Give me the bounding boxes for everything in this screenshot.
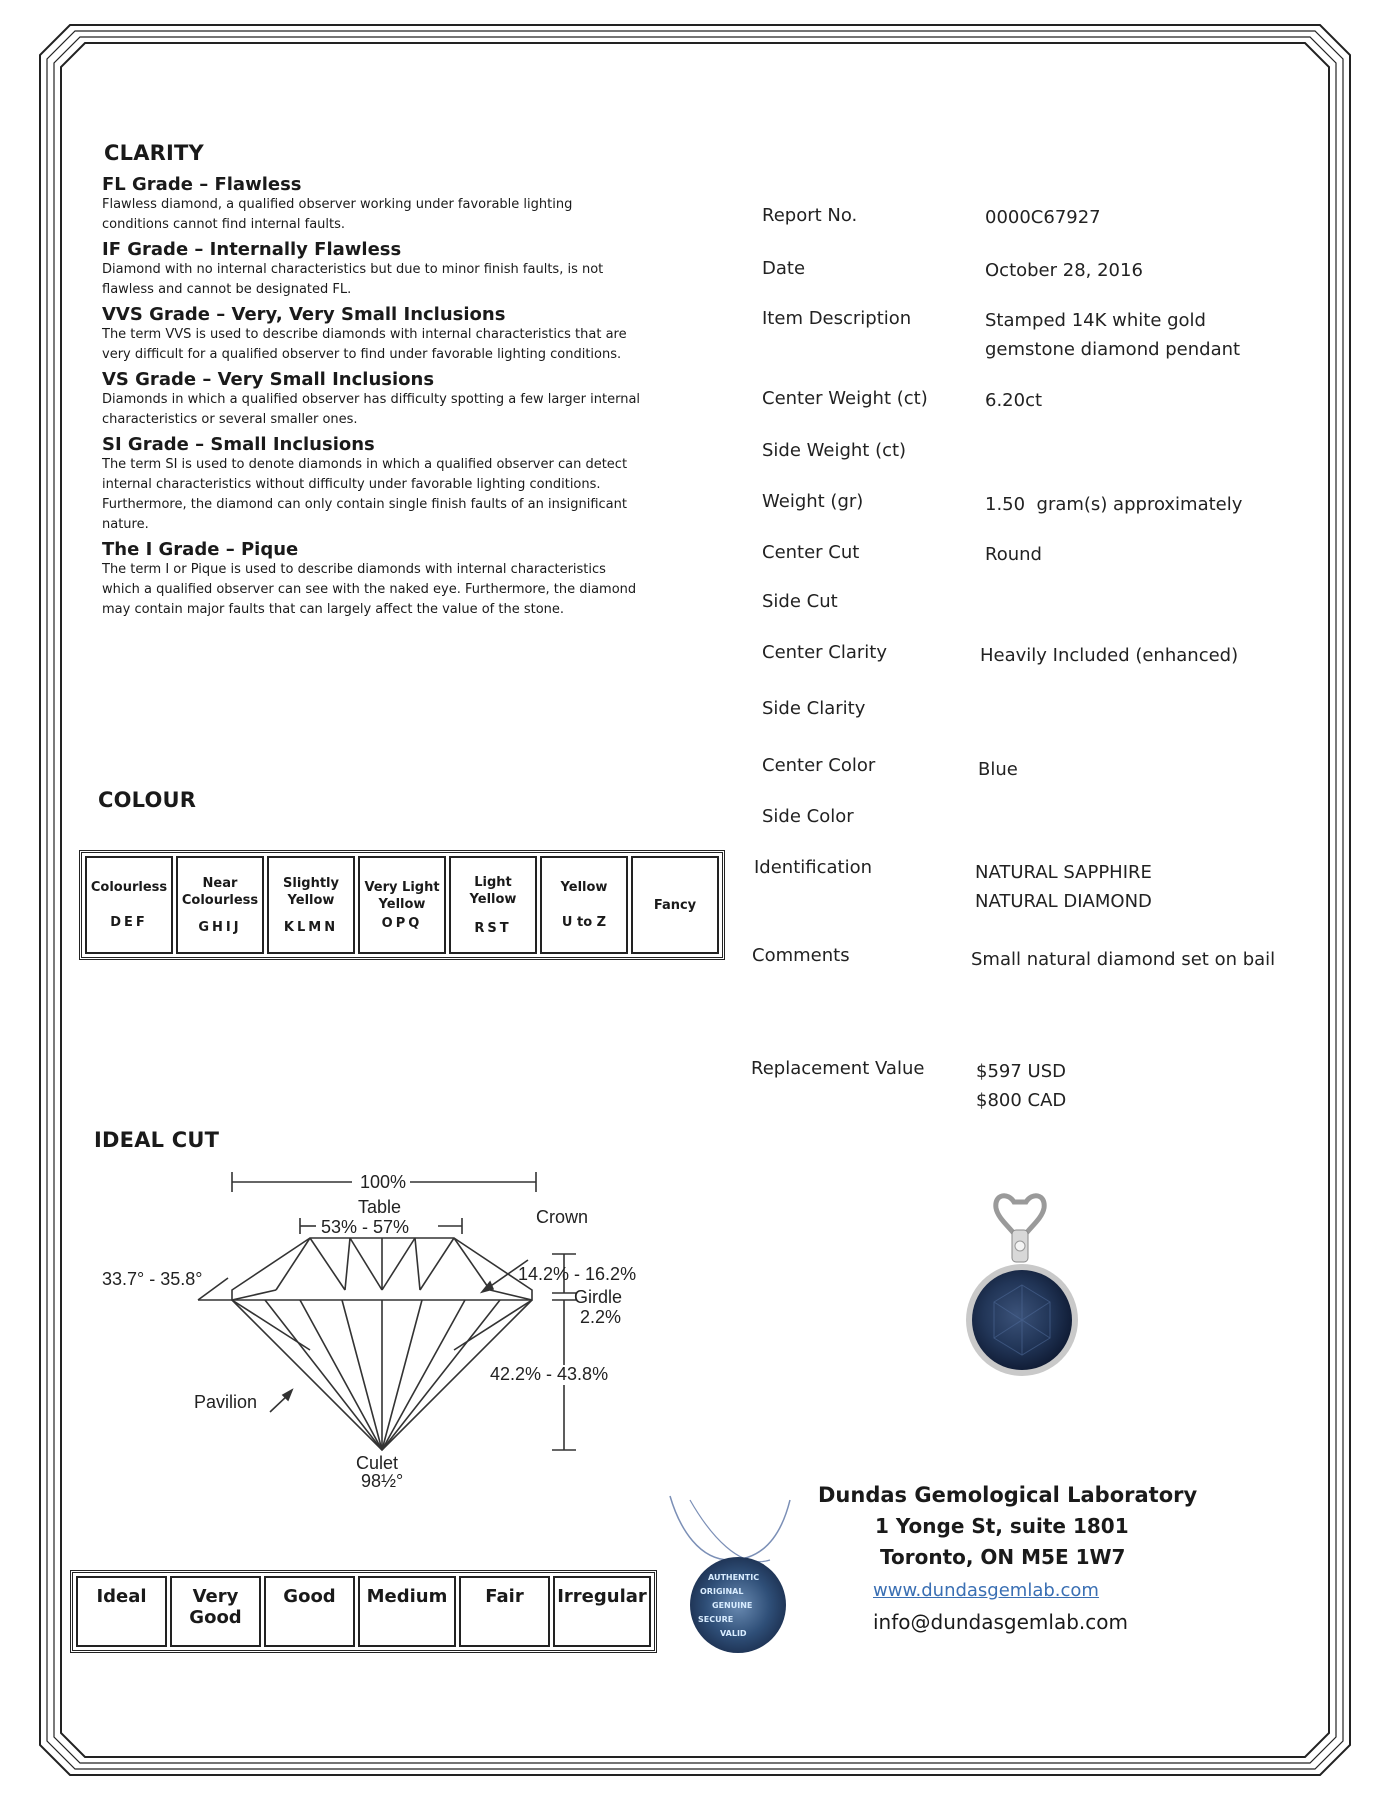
report-label: Center Cut [762, 542, 860, 563]
label-crown-angle: 33.7° - 35.8° [102, 1269, 203, 1289]
report-value [971, 945, 1275, 974]
label-pavilion-depth: 42.2% - 43.8% [490, 1364, 609, 1384]
colour-grades: GHIJ [198, 919, 242, 935]
grade-title: FL Grade – Flawless [102, 174, 302, 195]
colour-cell [176, 856, 264, 954]
colour-grades: DEF [110, 915, 148, 930]
report-label: Side Color [762, 806, 854, 827]
grade-title: IF Grade – Internally Flawless [102, 239, 402, 260]
seal-word: SECURE [698, 1615, 734, 1624]
cut-grade-cell: Very Good [170, 1576, 261, 1647]
label-total-width: 100% [360, 1172, 407, 1192]
pendant-photo [950, 1190, 1100, 1380]
seal-word: VALID [720, 1629, 747, 1638]
holographic-seal [660, 1490, 820, 1680]
colour-cell [540, 856, 628, 954]
colour-name: Fancy [653, 897, 697, 913]
report-label: Center Weight (ct) [762, 388, 928, 409]
report-value [978, 755, 1018, 784]
colour-name: Yellow [560, 880, 608, 895]
grade-description: Diamonds in which a qualified observer has difficulty spotting a few larger internal characteristics or several smaller ones. [102, 392, 641, 427]
grade-title: SI Grade – Small Inclusions [102, 434, 375, 455]
value-line: $800 CAD [976, 1090, 1067, 1111]
cut-grade-cell: Irregular [553, 1576, 651, 1647]
clarity-grade [102, 539, 662, 620]
grade-title: VS Grade – Very Small Inclusions [102, 369, 435, 390]
report-label: Weight (gr) [762, 491, 864, 512]
clarity-grade [102, 369, 662, 430]
cut-grade-table [70, 1570, 657, 1653]
value-line: Stamped 14K white gold [985, 310, 1206, 331]
value-line: $597 USD [976, 1061, 1066, 1082]
cut-grade-cell: Good [264, 1576, 355, 1647]
value-line: October 28, 2016 [985, 260, 1143, 281]
report-value [980, 641, 1238, 670]
colour-scale-table [79, 850, 725, 960]
label-crown: Crown [536, 1207, 589, 1227]
label-table: Table [358, 1197, 402, 1217]
report-label: Identification [754, 857, 873, 878]
value-line: 6.20ct [985, 390, 1043, 411]
ideal-cut-heading: IDEAL CUT [94, 1128, 220, 1152]
label-girdle-value: 2.2% [580, 1307, 622, 1327]
report-label: Date [762, 258, 806, 279]
grade-description: The term I or Pique is used to describe diamonds with internal characteristics which a qualified observer can see with the naked eye. Furthermore, the diamond may contain major faults that can largely affect the value of the stone. [102, 562, 637, 617]
lab-name: Dundas Gemological Laboratory [818, 1483, 1198, 1507]
grade-description: The term VVS is used to describe diamonds with internal characteristics that are very difficult for a qualified observer to find under favorable lighting conditions. [102, 327, 627, 362]
seal-word: ORIGINAL [700, 1587, 744, 1596]
value-line: gemstone diamond pendant [985, 339, 1241, 360]
clarity-grade [102, 239, 662, 300]
lab-address-line2: Toronto, ON M5E 1W7 [880, 1545, 1126, 1569]
colour-grades: OPQ [381, 915, 423, 931]
colour-cell [449, 856, 537, 954]
clarity-grade [102, 174, 662, 235]
colour-cell [631, 856, 719, 954]
label-pavilion: Pavilion [194, 1392, 258, 1412]
colour-grades: KLMN [283, 919, 339, 935]
grade-description: The term SI is used to denote diamonds in which a qualified observer can detect internal characteristics without difficulty under favorable lighting conditions. Furthermore, the diamond can only contain single finish faults of an insignificant nature. [102, 457, 628, 532]
report-label: Replacement Value [751, 1058, 925, 1079]
colour-name: Light Yellow [469, 874, 517, 907]
cut-grade-cell: Fair [459, 1576, 550, 1647]
report-value [976, 1057, 1066, 1115]
report-value [985, 306, 1240, 364]
lab-address-line1: 1 Yonge St, suite 1801 [875, 1514, 1129, 1538]
report-label: Side Clarity [762, 698, 866, 719]
grade-title: The I Grade – Pique [102, 539, 299, 560]
colour-name: Colourless [90, 880, 168, 895]
value-line: Round [985, 544, 1042, 565]
report-value [985, 256, 1143, 285]
cut-grade-cell: Ideal [76, 1576, 167, 1647]
clarity-grade [102, 304, 662, 365]
value-line: 1.50 gram(s) approximately [985, 494, 1243, 515]
seal-word: AUTHENTIC [708, 1573, 760, 1582]
cut-grade-cell: Medium [358, 1576, 456, 1647]
report-label: Side Cut [762, 591, 838, 612]
value-line: Blue [978, 759, 1018, 780]
colour-cell [267, 856, 355, 954]
label-crown-height: 14.2% - 16.2% [518, 1264, 637, 1284]
value-line: 0000C67927 [985, 207, 1101, 228]
lab-website-link[interactable]: www.dundasgemlab.com [873, 1580, 1099, 1601]
value-line: Heavily Included (enhanced) [980, 645, 1239, 666]
grade-title: VVS Grade – Very, Very Small Inclusions [102, 304, 506, 325]
colour-grades: U to Z [561, 915, 607, 930]
colour-heading: COLOUR [98, 788, 197, 812]
report-label: Side Weight (ct) [762, 440, 907, 461]
clarity-grade [102, 434, 662, 535]
clarity-grades [102, 174, 662, 624]
colour-cell [85, 856, 173, 954]
colour-grades: RST [474, 920, 512, 936]
grade-description: Diamond with no internal characteristics but due to minor finish faults, is not flawless and cannot be designated FL. [102, 262, 604, 297]
colour-name: Very Light Yellow [364, 879, 440, 912]
value-line: NATURAL SAPPHIRE [975, 862, 1152, 883]
label-culet: Culet [356, 1453, 399, 1473]
label-culet-angle: 98½° [361, 1471, 404, 1490]
colour-name: Near Colourless [181, 875, 259, 908]
ideal-cut-diagram [80, 1150, 680, 1490]
grade-description: Flawless diamond, a qualified observer working under favorable lighting conditions cannot find internal faults. [102, 197, 573, 232]
clarity-heading: CLARITY [104, 141, 204, 165]
report-value [975, 858, 1152, 916]
report-label: Comments [752, 945, 850, 966]
label-table-range: 53% - 57% [321, 1217, 410, 1237]
value-line: NATURAL DIAMOND [975, 891, 1152, 912]
report-label: Item Description [762, 308, 912, 329]
report-label: Center Color [762, 755, 876, 776]
value-line: Small natural diamond set on bail [971, 949, 1276, 970]
seal-word: GENUINE [712, 1601, 753, 1610]
colour-name: Slightly Yellow [283, 875, 339, 908]
label-girdle: Girdle [574, 1287, 623, 1307]
report-value [985, 490, 1242, 519]
lab-email[interactable]: info@dundasgemlab.com [873, 1610, 1128, 1634]
report-value [985, 540, 1042, 569]
report-value [985, 203, 1101, 232]
report-value [985, 386, 1042, 415]
colour-cell [358, 856, 446, 954]
report-label: Center Clarity [762, 642, 888, 663]
report-label: Report No. [762, 205, 858, 226]
